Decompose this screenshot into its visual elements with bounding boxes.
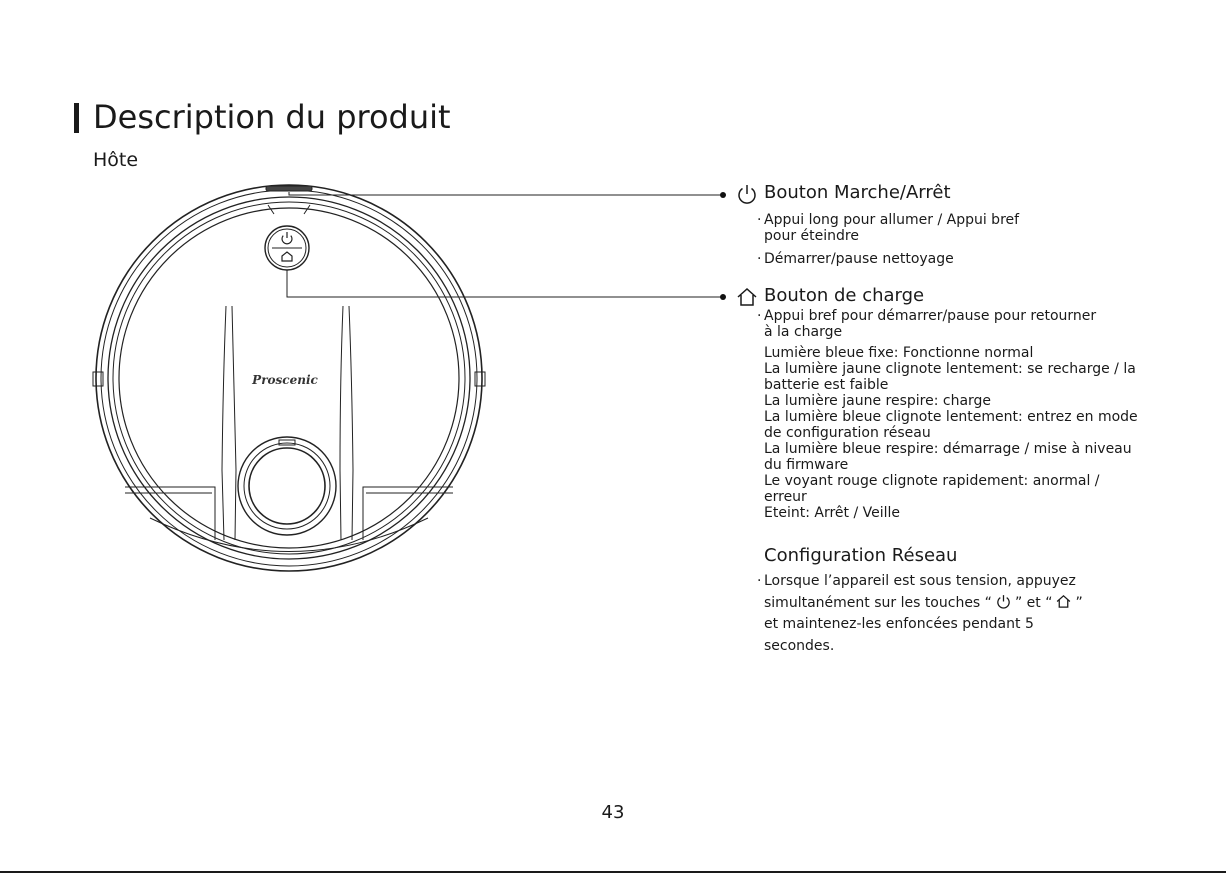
led-status-list: [764, 345, 1174, 521]
status-line: Le voyant rouge clignote rapidement: anormal /: [764, 473, 1100, 489]
status-line: La lumière jaune respire: charge: [764, 393, 992, 409]
status-line: La lumière bleue respire: démarrage / mise à niveau: [764, 441, 1132, 457]
callout-line-charge: [287, 270, 722, 297]
home-icon: [1055, 593, 1072, 610]
page-title: Description du produit: [93, 98, 451, 136]
power-bullet-1: · Appui long pour allumer / Appui bref pour éteindre: [757, 212, 1020, 244]
network-config-heading: Configuration Réseau: [764, 545, 958, 566]
home-icon: [735, 285, 759, 309]
power-icon: [735, 182, 759, 206]
status-line: La lumière jaune clignote lentement: se recharge / la: [764, 361, 1136, 377]
status-line: Eteint: Arrêt / Veille: [764, 505, 901, 521]
network-config-instructions: · Lorsque l’appareil est sous tension, appuyez simultanément sur les touches “ ” et “ ” et maintenez-les enfoncées pendant 5 secondes.: [757, 573, 1083, 654]
power-bullet-2: · Démarrer/pause nettoyage: [757, 251, 954, 267]
page-number: 43: [601, 802, 625, 823]
home-icon: [282, 252, 292, 261]
status-line: Lumière bleue fixe: Fonctionne normal: [764, 345, 1034, 361]
section-subtitle: Hôte: [93, 149, 139, 171]
callout-line-power: [289, 192, 722, 195]
laser-sensor-slot: [266, 186, 312, 191]
status-line: batterie est faible: [764, 377, 889, 393]
status-line: La lumière bleue clignote lentement: entrez en mode: [764, 409, 1138, 425]
status-line: de configuration réseau: [764, 425, 931, 441]
charge-button-heading: Bouton de charge: [764, 285, 925, 306]
power-button-heading: Bouton Marche/Arrêt: [764, 182, 951, 203]
status-line: du firmware: [764, 457, 849, 473]
power-icon: [995, 593, 1012, 610]
power-icon: [282, 232, 292, 244]
charge-bullet-1: · Appui bref pour démarrer/pause pour retourner à la charge: [757, 308, 1097, 340]
bottom-rule: [0, 871, 1226, 873]
dustbin-cover: [238, 437, 336, 535]
brand-logo: Proscenic: [252, 373, 318, 387]
status-line: erreur: [764, 489, 807, 505]
